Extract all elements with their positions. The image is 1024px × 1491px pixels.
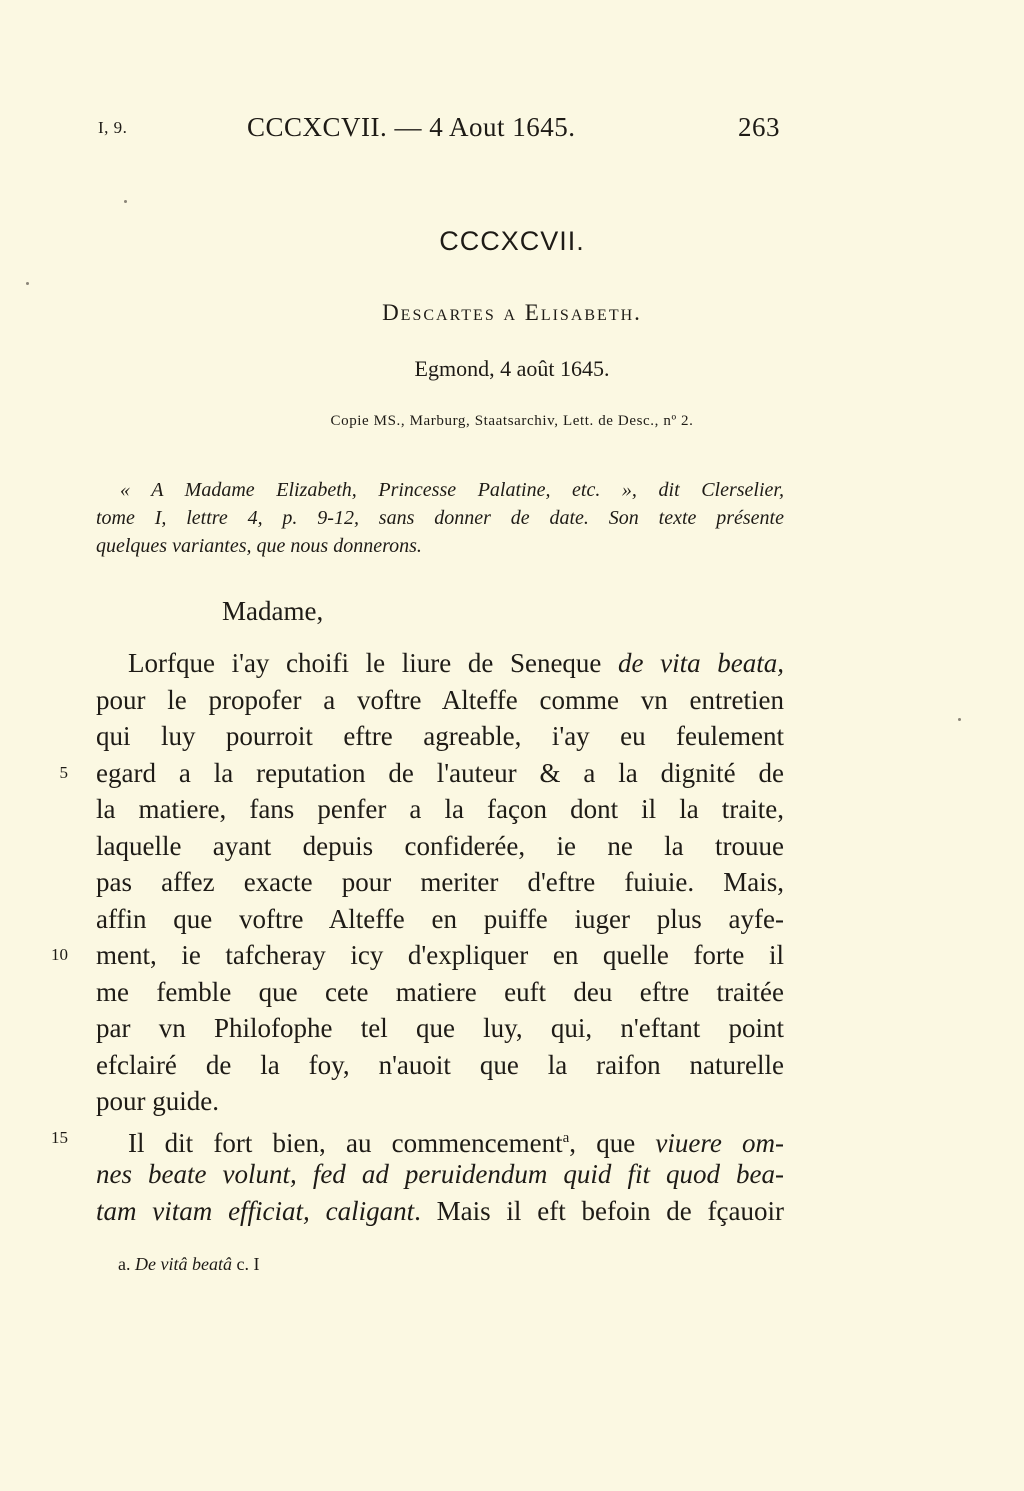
body-line: me femble que cete matiere euft deu eftre traitée — [96, 976, 784, 1007]
editorial-note-line: « A Madame Elizabeth, Princesse Palatine, etc. », dit Clerselier, — [120, 479, 784, 501]
body-line: par vn Philofophe tel que luy, qui, n'eftant point — [96, 1013, 784, 1043]
footnote-reference: c. I — [236, 1254, 260, 1274]
paper-speck — [124, 200, 127, 203]
line-number-15: 15 — [51, 1128, 68, 1147]
body-latin-quote: tam vitam efficiat, caligant — [96, 1195, 415, 1226]
salutation: Madame, — [222, 596, 324, 626]
body-line: affin que voftre Alteffe en puiffe iuger plus ayfe- — [96, 903, 784, 934]
line-number-5: 5 — [59, 763, 68, 782]
place-and-date: Egmond, 4 août 1645. — [414, 356, 610, 381]
running-head-title: CCCXCVII. — 4 Aout 1645. — [247, 112, 576, 142]
body-line: laquelle ayant depuis confiderée, ie ne la trouue — [96, 830, 784, 861]
letter-number-heading: CCCXCVII. — [439, 226, 585, 256]
line-number-10: 10 — [51, 945, 68, 964]
footnote-work: De vitâ beatâ — [135, 1254, 232, 1274]
letter-title: Descartes a Elisabeth. — [382, 300, 642, 325]
body-latin-title: de vita beata, — [618, 648, 784, 678]
body-line — [96, 1193, 784, 1230]
body-line — [96, 1156, 784, 1193]
body-latin-quote: nes beate volunt, fed ad peruidendum quid fit quod bea- — [96, 1159, 784, 1189]
body-line — [96, 1120, 784, 1157]
letter-body — [96, 645, 784, 1229]
body-text: , que — [569, 1127, 656, 1158]
manuscript-source: Copie MS., Marburg, Staatsarchiv, Lett. de Desc., nº 2. — [330, 413, 694, 429]
body-line — [96, 645, 784, 682]
footnote — [118, 1254, 259, 1275]
body-text: Il dit fort bien, au commencement — [128, 1127, 563, 1158]
body-line: ment, ie tafcheray icy d'expliquer en quelle forte il — [96, 940, 784, 970]
footnote-label: a. — [118, 1254, 131, 1274]
body-text: Lorfque i'ay choifi le liure de Seneque — [128, 648, 619, 678]
body-text: . Mais il eft befoin de fçauoir — [414, 1195, 784, 1226]
body-line: pour guide. — [96, 1086, 219, 1116]
editorial-note — [96, 476, 784, 560]
body-line: la matiere, fans penfer a la façon dont il la traite, — [96, 794, 784, 824]
body-latin-quote: viuere om- — [655, 1127, 785, 1158]
paper-speck — [958, 718, 961, 721]
footnote-marker: a — [562, 1129, 570, 1146]
editorial-note-line: tome I, lettre 4, p. 9-12, sans donner de date. Son texte présente — [96, 507, 784, 529]
body-line: pour le propofer a voftre Alteffe comme vn entretien — [96, 684, 784, 715]
body-line: efclairé de la foy, n'auoit que la raifon naturelle — [96, 1049, 784, 1080]
editorial-note-line: quelques variantes, que nous donnerons. — [96, 535, 422, 557]
body-line: egard a la reputation de l'auteur & a la dignité de — [96, 757, 784, 788]
body-line: pas affez exacte pour meriter d'eftre fuiuie. Mais, — [96, 867, 784, 897]
paper-speck — [26, 282, 29, 285]
page-number: 263 — [738, 112, 780, 142]
body-line: qui luy pourroit eftre agreable, i'ay eu feulement — [96, 721, 784, 751]
running-head-reference: I, 9. — [98, 118, 128, 137]
